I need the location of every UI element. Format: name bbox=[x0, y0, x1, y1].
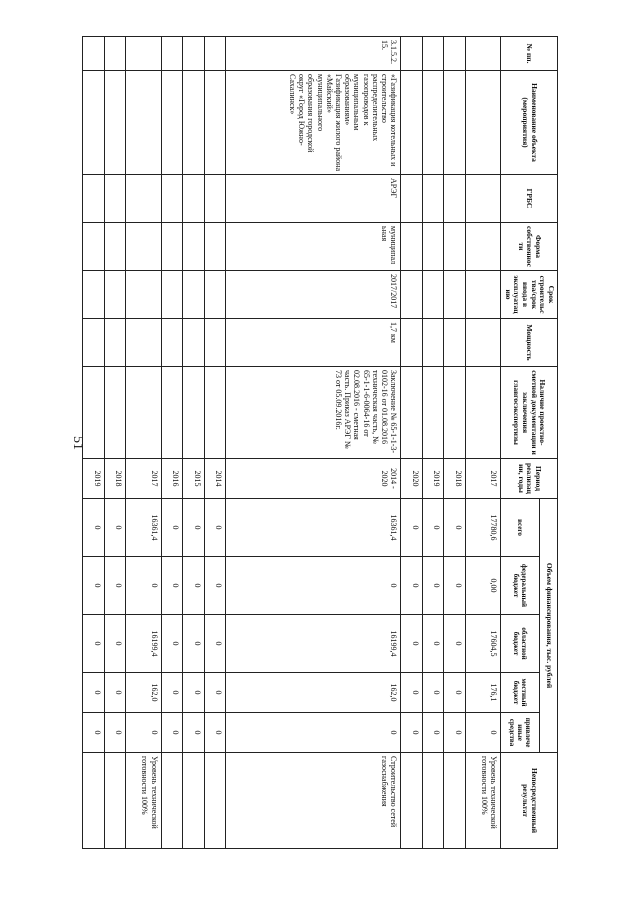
cell-attracted: 0 bbox=[401, 713, 423, 753]
table-row bbox=[161, 37, 183, 849]
cell-grbs bbox=[401, 175, 423, 223]
cell-result bbox=[104, 753, 126, 849]
cell-year: 2014 bbox=[204, 459, 226, 499]
cell-grbs bbox=[465, 175, 500, 223]
cell-regional: 16199,4 bbox=[226, 615, 401, 673]
cell-project-docs bbox=[401, 367, 423, 459]
cell-construction-period bbox=[465, 271, 500, 319]
cell-ownership bbox=[183, 223, 205, 271]
cell-name bbox=[401, 71, 423, 175]
cell-construction-period bbox=[422, 271, 444, 319]
cell-num bbox=[161, 37, 183, 71]
cell-ownership bbox=[465, 223, 500, 271]
cell-grbs bbox=[204, 175, 226, 223]
cell-ownership bbox=[401, 223, 423, 271]
cell-total: 0 bbox=[183, 499, 205, 557]
table-row bbox=[444, 37, 466, 849]
cell-name bbox=[83, 71, 105, 175]
col-financing-header: Объем финансирования, тыс. рублей bbox=[539, 499, 557, 753]
cell-federal: 0 bbox=[422, 557, 444, 615]
cell-total: 0 bbox=[104, 499, 126, 557]
cell-construction-period: 2017/2017 bbox=[226, 271, 401, 319]
cell-year: 2016 bbox=[161, 459, 183, 499]
cell-construction-period bbox=[126, 271, 161, 319]
cell-grbs bbox=[422, 175, 444, 223]
cell-result: Уровень технической готовности 100% bbox=[126, 753, 161, 849]
cell-construction-period bbox=[401, 271, 423, 319]
cell-project-docs bbox=[183, 367, 205, 459]
cell-year: 2020 bbox=[401, 459, 423, 499]
cell-attracted: 0 bbox=[161, 713, 183, 753]
cell-result bbox=[83, 753, 105, 849]
rotated-table-container bbox=[92, 36, 558, 848]
cell-local: 0 bbox=[204, 673, 226, 713]
cell-result: Уровень технической готовности 100% bbox=[465, 753, 500, 849]
cell-num bbox=[83, 37, 105, 71]
table-row bbox=[104, 37, 126, 849]
cell-attracted: 0 bbox=[422, 713, 444, 753]
page-number: 51 bbox=[70, 436, 85, 450]
cell-total: 0 bbox=[161, 499, 183, 557]
cell-name bbox=[204, 71, 226, 175]
cell-attracted: 0 bbox=[226, 713, 401, 753]
cell-attracted: 0 bbox=[183, 713, 205, 753]
cell-federal: 0 bbox=[83, 557, 105, 615]
cell-local: 0 bbox=[83, 673, 105, 713]
col-capacity-header: Мощность bbox=[501, 319, 558, 367]
cell-ownership: муниципальная bbox=[226, 223, 401, 271]
cell-construction-period bbox=[161, 271, 183, 319]
table-viewport bbox=[92, 36, 558, 848]
cell-result bbox=[183, 753, 205, 849]
financing-table bbox=[82, 36, 558, 849]
cell-name bbox=[422, 71, 444, 175]
col-num-header: № пп. bbox=[501, 37, 558, 71]
cell-capacity bbox=[422, 319, 444, 367]
cell-project-docs bbox=[126, 367, 161, 459]
cell-regional: 0 bbox=[422, 615, 444, 673]
cell-ownership bbox=[126, 223, 161, 271]
cell-ownership bbox=[444, 223, 466, 271]
cell-grbs bbox=[444, 175, 466, 223]
cell-attracted: 0 bbox=[204, 713, 226, 753]
cell-num bbox=[183, 37, 205, 71]
cell-capacity bbox=[83, 319, 105, 367]
cell-capacity bbox=[126, 319, 161, 367]
cell-construction-period bbox=[444, 271, 466, 319]
cell-project-docs: Заключение № 65-1-1-3-0102-16 от 01.08.2016 техническая часть, № 65-1-1-6-0064-16 от 02.08.2016 - сметная часть. Приказ АРЭГ № 73 от 05.09.2016г. bbox=[226, 367, 401, 459]
cell-grbs: АРЭГ bbox=[226, 175, 401, 223]
cell-local: 0 bbox=[401, 673, 423, 713]
col-federal-header: федеральный бюджет bbox=[501, 557, 540, 615]
cell-construction-period bbox=[104, 271, 126, 319]
header-row bbox=[539, 37, 557, 849]
cell-result: Строительство сетей газоснабжения bbox=[226, 753, 401, 849]
cell-year: 2018 bbox=[104, 459, 126, 499]
cell-year: 2018 bbox=[444, 459, 466, 499]
cell-capacity bbox=[204, 319, 226, 367]
cell-federal: 0 bbox=[401, 557, 423, 615]
cell-num: 3.1.5.2.15. bbox=[226, 37, 401, 71]
cell-total: 0 bbox=[204, 499, 226, 557]
col-attracted-header: привлеченные средства bbox=[501, 713, 540, 753]
cell-regional: 0 bbox=[183, 615, 205, 673]
cell-result bbox=[204, 753, 226, 849]
col-total-header: всего bbox=[501, 499, 540, 557]
cell-num bbox=[422, 37, 444, 71]
cell-name bbox=[126, 71, 161, 175]
cell-grbs bbox=[161, 175, 183, 223]
cell-ownership bbox=[204, 223, 226, 271]
cell-num bbox=[444, 37, 466, 71]
table-row bbox=[401, 37, 423, 849]
cell-capacity bbox=[401, 319, 423, 367]
cell-attracted: 0 bbox=[465, 713, 500, 753]
cell-construction-period bbox=[204, 271, 226, 319]
cell-capacity bbox=[161, 319, 183, 367]
cell-total: 16361,4 bbox=[126, 499, 161, 557]
cell-federal: 0 bbox=[161, 557, 183, 615]
cell-local: 162,0 bbox=[226, 673, 401, 713]
cell-federal: 0 bbox=[104, 557, 126, 615]
cell-name: «Газификация котельных и строительство распределительных газопроводов к муниципальным образованиям» Газификация жилого района «Майский» муниципального образования городской округ «Город Южно-Сахалинск» bbox=[226, 71, 401, 175]
table-row bbox=[465, 37, 500, 849]
cell-total: 0 bbox=[444, 499, 466, 557]
cell-total: 17780,6 bbox=[465, 499, 500, 557]
cell-regional: 0 bbox=[83, 615, 105, 673]
cell-name bbox=[444, 71, 466, 175]
cell-local: 0 bbox=[444, 673, 466, 713]
cell-name bbox=[183, 71, 205, 175]
cell-num bbox=[401, 37, 423, 71]
cell-federal: 0 bbox=[183, 557, 205, 615]
cell-federal: 0 bbox=[226, 557, 401, 615]
cell-federal: 0 bbox=[444, 557, 466, 615]
cell-federal: 0 bbox=[126, 557, 161, 615]
cell-ownership bbox=[83, 223, 105, 271]
cell-ownership bbox=[161, 223, 183, 271]
cell-attracted: 0 bbox=[83, 713, 105, 753]
cell-regional: 0 bbox=[204, 615, 226, 673]
cell-local: 0 bbox=[104, 673, 126, 713]
cell-name bbox=[104, 71, 126, 175]
cell-project-docs bbox=[465, 367, 500, 459]
cell-regional: 0 bbox=[161, 615, 183, 673]
cell-year: 2014 - 2020 bbox=[226, 459, 401, 499]
table-row bbox=[83, 37, 105, 849]
cell-capacity bbox=[444, 319, 466, 367]
cell-construction-period bbox=[183, 271, 205, 319]
table-row bbox=[183, 37, 205, 849]
cell-year: 2019 bbox=[83, 459, 105, 499]
cell-year: 2019 bbox=[422, 459, 444, 499]
col-result-header: Непосредственный результат bbox=[501, 753, 558, 849]
cell-result bbox=[444, 753, 466, 849]
cell-year: 2017 bbox=[465, 459, 500, 499]
cell-regional: 0 bbox=[401, 615, 423, 673]
cell-regional: 16199,4 bbox=[126, 615, 161, 673]
cell-project-docs bbox=[422, 367, 444, 459]
col-name-header: Наименование объекта (мероприятия) bbox=[501, 71, 558, 175]
cell-regional: 0 bbox=[444, 615, 466, 673]
table-row bbox=[126, 37, 161, 849]
cell-attracted: 0 bbox=[104, 713, 126, 753]
cell-capacity bbox=[465, 319, 500, 367]
cell-ownership bbox=[104, 223, 126, 271]
cell-grbs bbox=[104, 175, 126, 223]
cell-name bbox=[161, 71, 183, 175]
cell-num bbox=[465, 37, 500, 71]
cell-num bbox=[204, 37, 226, 71]
cell-name bbox=[465, 71, 500, 175]
cell-attracted: 0 bbox=[444, 713, 466, 753]
col-implementation-period-header: Период реализации, годы bbox=[501, 459, 558, 499]
cell-project-docs bbox=[83, 367, 105, 459]
cell-year: 2017 bbox=[126, 459, 161, 499]
cell-num bbox=[104, 37, 126, 71]
cell-capacity bbox=[104, 319, 126, 367]
cell-project-docs bbox=[444, 367, 466, 459]
cell-local: 0 bbox=[422, 673, 444, 713]
cell-result bbox=[161, 753, 183, 849]
cell-regional: 0 bbox=[104, 615, 126, 673]
cell-grbs bbox=[126, 175, 161, 223]
col-regional-header: областной бюджет bbox=[501, 615, 540, 673]
cell-total: 0 bbox=[422, 499, 444, 557]
col-ownership-header: Форма собственности bbox=[501, 223, 558, 271]
cell-capacity bbox=[183, 319, 205, 367]
cell-local: 0 bbox=[183, 673, 205, 713]
cell-regional: 17604,5 bbox=[465, 615, 500, 673]
col-local-header: местный бюджет bbox=[501, 673, 540, 713]
table-row bbox=[226, 37, 401, 849]
cell-total: 0 bbox=[83, 499, 105, 557]
cell-attracted: 0 bbox=[126, 713, 161, 753]
col-construction-period-header: Срок строительства/срок ввода в эксплуатацию bbox=[501, 271, 558, 319]
cell-project-docs bbox=[104, 367, 126, 459]
cell-local: 176,1 bbox=[465, 673, 500, 713]
table-row bbox=[422, 37, 444, 849]
cell-local: 0 bbox=[161, 673, 183, 713]
cell-construction-period bbox=[83, 271, 105, 319]
cell-federal: 0,00 bbox=[465, 557, 500, 615]
cell-total: 0 bbox=[401, 499, 423, 557]
cell-ownership bbox=[422, 223, 444, 271]
cell-local: 162,0 bbox=[126, 673, 161, 713]
cell-project-docs bbox=[161, 367, 183, 459]
cell-federal: 0 bbox=[204, 557, 226, 615]
cell-grbs bbox=[183, 175, 205, 223]
table-row bbox=[204, 37, 226, 849]
cell-result bbox=[401, 753, 423, 849]
cell-total: 16361,4 bbox=[226, 499, 401, 557]
cell-project-docs bbox=[204, 367, 226, 459]
cell-num bbox=[126, 37, 161, 71]
col-project-docs-header: Наличие проектно-сметной документации и заключения главгосэкспертизы bbox=[501, 367, 558, 459]
col-grbs-header: ГРБС bbox=[501, 175, 558, 223]
cell-result bbox=[422, 753, 444, 849]
cell-grbs bbox=[83, 175, 105, 223]
cell-year: 2015 bbox=[183, 459, 205, 499]
cell-capacity: 1,7 км bbox=[226, 319, 401, 367]
